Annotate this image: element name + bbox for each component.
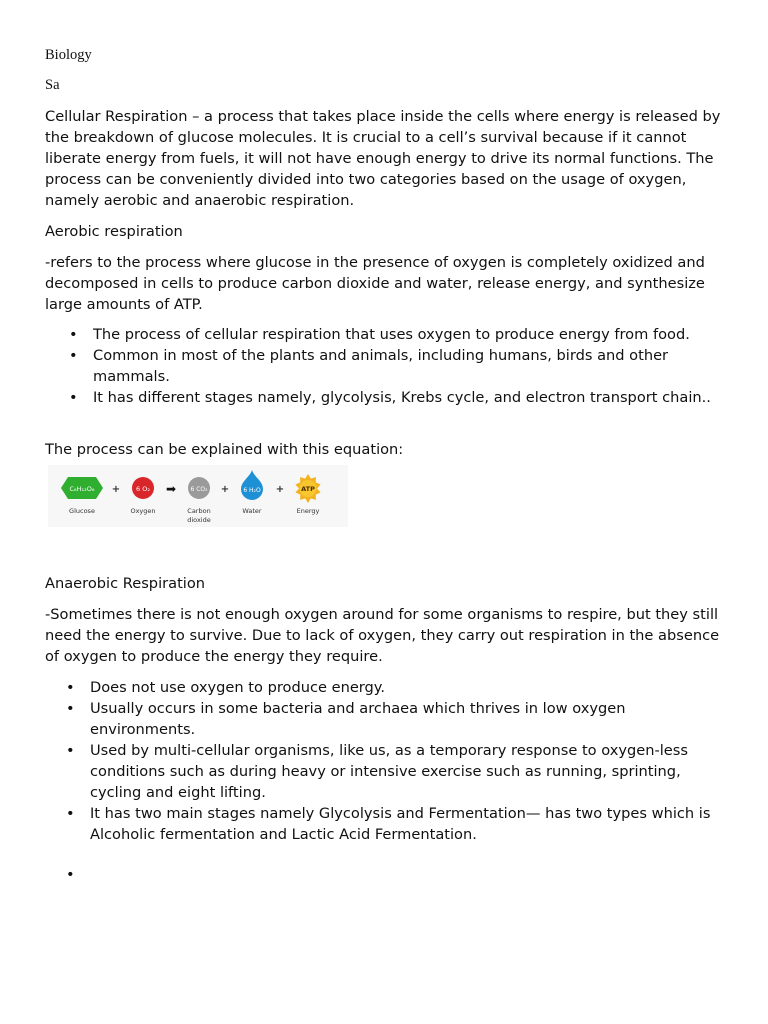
subject-line: Biology bbox=[45, 47, 92, 63]
intro-paragraph: Cellular Respiration – a process that takes place inside the cells where energy is released by the breakdown of glucose molecules. It is crucial to a cell’s survival because if it cannot liberate energy from fuels, it will not have enough energy to drive its normal functions. The process can be conveniently divided into two categories based on the usage of oxygen, namely aerobic and anaerobic respiration. bbox=[45, 108, 721, 209]
oxygen-circle-icon bbox=[132, 477, 154, 499]
list-item: • It has two main stages namely Glycolysis and Fermentation— has two types which is Alcoholic fermentation and Lactic Acid Fermentation. bbox=[45, 803, 725, 845]
svg-text:6 O₂: 6 O₂ bbox=[136, 485, 150, 493]
list-item: • Usually occurs in some bacteria and archaea which thrives in low oxygen environments. bbox=[45, 698, 725, 740]
list-item: • Common in most of the plants and animals, including humans, birds and other mammals. bbox=[45, 345, 725, 387]
glucose-hexagon-icon bbox=[61, 477, 103, 499]
empty-bullet-list bbox=[45, 864, 725, 885]
list-item: • Does not use oxygen to produce energy. bbox=[45, 677, 725, 698]
plus-sign: + bbox=[220, 484, 230, 495]
list-item: • The process of cellular respiration that uses oxygen to produce energy from food. bbox=[45, 324, 725, 345]
aerobic-definition: -refers to the process where glucose in the presence of oxygen is completely oxidized and decomposed in cells to produce carbon dioxide and water, release energy, and synthesize large amounts of ATP. bbox=[45, 254, 705, 313]
list-item: • It has different stages namely, glycolysis, Krebs cycle, and electron transport chain.. bbox=[45, 387, 725, 408]
svg-text:6 H₂O: 6 H₂O bbox=[243, 487, 261, 494]
arrow-icon: ➡ bbox=[165, 482, 177, 496]
plus-sign: + bbox=[275, 484, 285, 495]
energy-label: Energy bbox=[296, 507, 320, 515]
plus-sign: + bbox=[111, 484, 121, 495]
equation-intro: The process can be explained with this equation: bbox=[45, 441, 404, 458]
anaerobic-definition: -Sometimes there is not enough oxygen around for some organisms to respire, but they still need the energy to survive. Due to lack of oxygen, they carry out respiration in the absence of oxygen to produce the energy they require. bbox=[45, 606, 720, 665]
glucose-label: Glucose bbox=[69, 507, 95, 515]
svg-text:ATP: ATP bbox=[301, 485, 315, 493]
aerobic-heading: Aerobic respiration bbox=[45, 223, 183, 240]
svg-text:6 CO₂: 6 CO₂ bbox=[190, 486, 208, 493]
water-label: Water bbox=[242, 507, 262, 515]
empty-list-item bbox=[45, 864, 725, 885]
carbon-dioxide-circle-icon bbox=[188, 477, 210, 499]
carbon-dioxide-label-2: dioxide bbox=[187, 516, 211, 524]
list-item: • Used by multi-cellular organisms, like us, as a temporary response to oxygen-less conditions such as during heavy or intensive exercise such as running, sprinting, cycling and eight lifting. bbox=[45, 740, 725, 803]
anaerobic-heading: Anaerobic Respiration bbox=[45, 575, 206, 592]
author-line: Sa bbox=[45, 77, 60, 93]
aerobic-bullet-list bbox=[45, 324, 725, 408]
carbon-dioxide-label: Carbon bbox=[187, 507, 211, 515]
svg-text:C₆H₁₂O₆: C₆H₁₂O₆ bbox=[69, 485, 95, 493]
respiration-equation-figure bbox=[48, 465, 348, 527]
anaerobic-bullet-list bbox=[45, 677, 725, 845]
oxygen-label: Oxygen bbox=[130, 507, 156, 515]
